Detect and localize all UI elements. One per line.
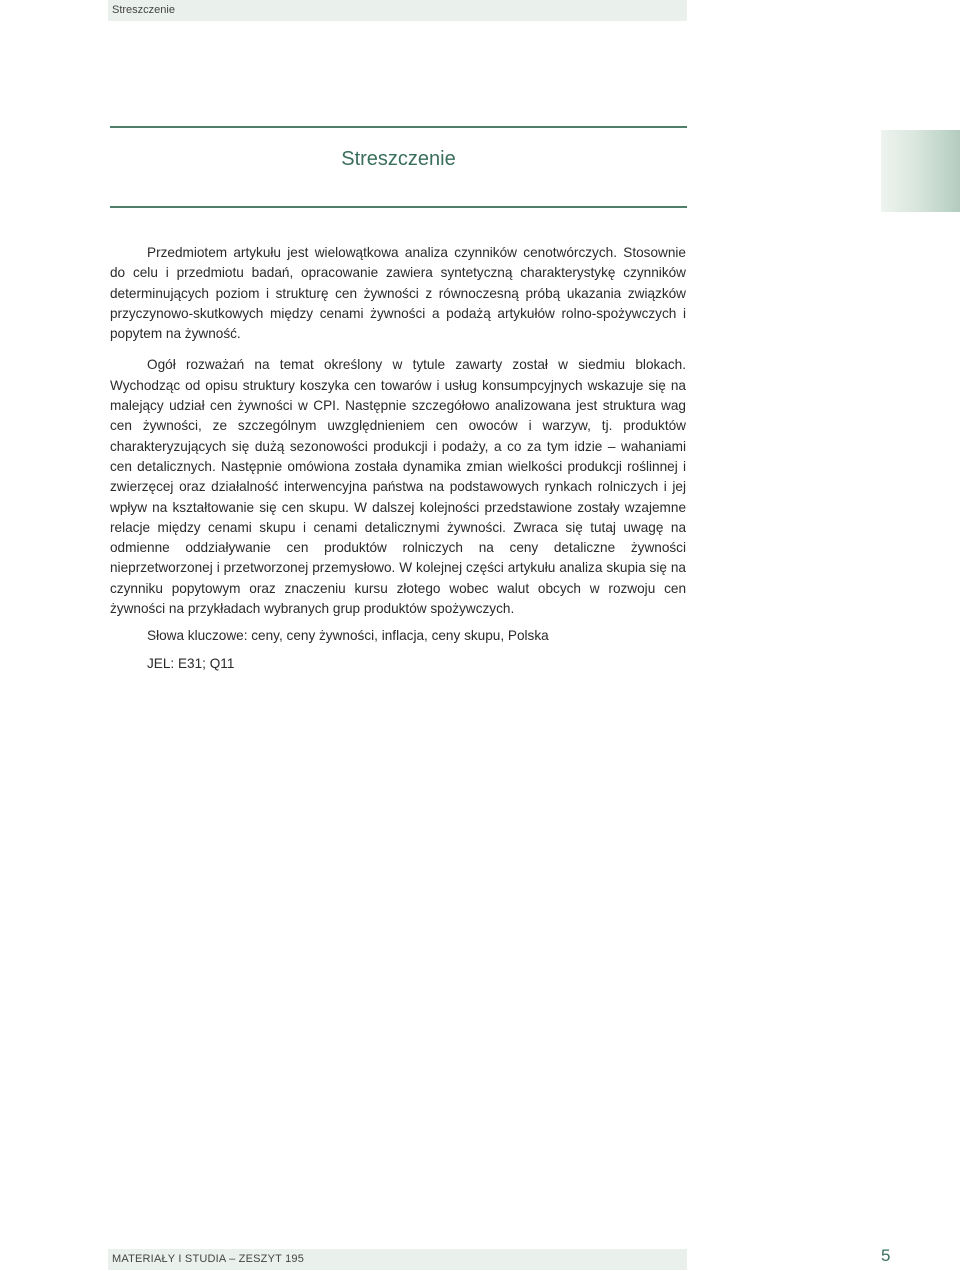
title-top-rule bbox=[110, 126, 687, 128]
abstract-paragraph-1: Przedmiotem artykułu jest wielowątkowa analiza czynników cenotwórczych. Stosownie do celu i przedmiotu badań, opracowanie zawiera syntetyczną charakterystykę czynników determinujących poziom i strukturę cen żywności z równoczesną próbą ukazania związków przyczynowo-skutkowych między cenami żywności a podażą artykułów rolno-spożywczych i popytem na żywność. bbox=[110, 245, 686, 342]
running-footer bbox=[108, 1249, 687, 1270]
running-header bbox=[108, 0, 687, 21]
chapter-tab-marker bbox=[881, 130, 960, 212]
abstract-body bbox=[110, 243, 686, 619]
section-title: Streszczenie bbox=[341, 148, 456, 170]
title-bottom-rule bbox=[110, 206, 687, 208]
jel-codes-line: JEL: E31; Q11 bbox=[147, 656, 235, 671]
keywords-line: Słowa kluczowe: ceny, ceny żywności, inflacja, ceny skupu, Polska bbox=[147, 628, 549, 643]
footer-series-title: MATERIAŁY I STUDIA – ZESZYT 195 bbox=[112, 1253, 305, 1265]
running-header-title: Streszczenie bbox=[112, 4, 175, 16]
abstract-paragraph-2: Ogół rozważań na temat określony w tytule zawarty został w siedmiu blokach. Wychodząc od opisu struktury koszyka cen towarów i usług konsumpcyjnych wskazuje się na malejący udział cen żywności w CPI. Następnie szczegółowo analizowana jest struktura wag cen żywności, ze szczególnym uwzględnieniem cen owoców i warzyw, tj. produktów charakteryzujących się dużą sezonowości produkcji i podaży, a co za tym idzie – wahaniami cen detalicznych. Następnie omówiona została dynamika zmian wielkości produkcji roślinnej i zwierzęcej oraz działalność interwencyjna państwa na podstawowych rynkach rolniczych i jej wpływ na kształtowanie się cen skupu. W dalszej kolejności przedstawione zostały wzajemne relacje między cenami skupu i cenami detalicznymi żywności. Zwraca się tutaj uwagę na odmienne oddziaływanie cen produktów rolniczych na ceny detaliczne żywności nieprzetworzonej i przetworzonej przemysłowo. W kolejnej części artykułu analiza skupia się na czynniku popytowym oraz znaczeniu kursu złotego wobec walut obcych w rozwoju cen żywności na przykładach wybranych grup produktów spożywczych. bbox=[110, 357, 686, 617]
page-number: 5 bbox=[881, 1246, 891, 1265]
